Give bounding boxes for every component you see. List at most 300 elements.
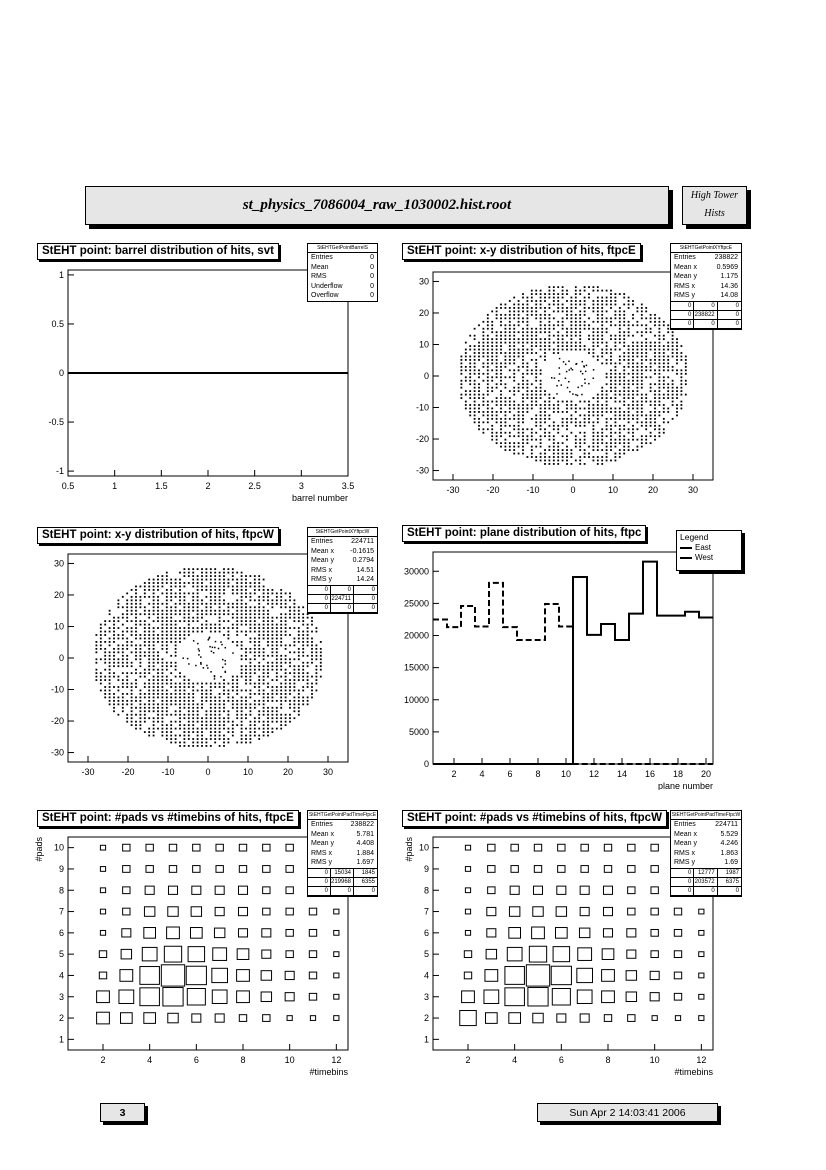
hit-point: [162, 624, 164, 626]
hit-point: [518, 300, 520, 302]
hit-point: [201, 693, 203, 695]
stats-label: RMS x: [311, 849, 332, 857]
hit-point: [518, 442, 520, 444]
stats-row: [308, 547, 377, 557]
hit-point: [307, 686, 309, 688]
hit-point: [522, 297, 524, 299]
stats-grid-cell: 203572: [694, 878, 717, 887]
hit-point: [527, 349, 529, 351]
hit-point: [667, 411, 669, 413]
hit-point: [619, 324, 621, 326]
hit-point: [148, 693, 150, 695]
hit-point: [549, 432, 551, 434]
hit-point: [276, 707, 278, 709]
hit-point: [474, 338, 476, 340]
hit-point: [500, 428, 502, 430]
hit-point: [575, 460, 577, 462]
hit-point: [135, 613, 137, 615]
hit-point: [223, 589, 225, 591]
stats-box-xy-ftpcw: [307, 527, 378, 614]
hit-point: [487, 324, 489, 326]
hit-point: [597, 408, 599, 410]
hit-point: [113, 627, 115, 629]
hit-point: [192, 690, 194, 692]
hit-point: [601, 411, 603, 413]
hit-point: [637, 345, 639, 347]
hit-point: [610, 376, 612, 378]
hit-point: [135, 728, 137, 730]
hit-point: [289, 690, 291, 692]
hit-point: [623, 404, 625, 406]
bin-box: [239, 866, 246, 873]
hit-point: [166, 599, 168, 601]
hit-point: [584, 314, 586, 316]
hit-point: [593, 338, 595, 340]
hit-point: [465, 359, 467, 361]
hit-point: [571, 342, 573, 344]
hit-point: [232, 735, 234, 737]
hit-point: [254, 648, 256, 650]
hit-point: [623, 335, 625, 337]
hit-point: [184, 700, 186, 702]
hit-point: [153, 655, 155, 657]
hit-point: [236, 634, 238, 636]
hit-point: [214, 728, 216, 730]
hit-point: [579, 442, 581, 444]
hit-point: [241, 592, 243, 594]
hit-point: [148, 631, 150, 633]
hit-point: [628, 411, 630, 413]
hit-point: [206, 606, 208, 608]
hit-point: [478, 387, 480, 389]
hit-point: [294, 707, 296, 709]
hit-point: [153, 606, 155, 608]
hit-point: [153, 679, 155, 681]
hit-point: [307, 644, 309, 646]
hit-point: [645, 376, 647, 378]
hit-point: [219, 724, 221, 726]
y-tick-label: 1: [58, 269, 64, 280]
hit-point: [162, 728, 164, 730]
hit-point: [126, 606, 128, 608]
x-tick-label: 30: [322, 767, 334, 777]
bin-box: [168, 907, 178, 917]
bin-box: [97, 991, 110, 1003]
hit-point: [584, 328, 586, 330]
hit-point: [579, 321, 581, 323]
hit-point: [294, 690, 296, 692]
hit-point: [549, 449, 551, 451]
hit-point: [483, 366, 485, 368]
hit-point: [245, 606, 247, 608]
hit-point: [289, 651, 291, 653]
hit-point: [557, 352, 559, 354]
hit-point: [549, 394, 551, 396]
hit-point: [258, 617, 260, 619]
hit-point: [254, 606, 256, 608]
hit-point: [162, 613, 164, 615]
hit-point: [518, 435, 520, 437]
hit-point: [676, 349, 678, 351]
x-tick-label: 2: [100, 1055, 106, 1065]
hit-point: [311, 644, 313, 646]
hit-point: [241, 714, 243, 716]
hit-point: [135, 700, 137, 702]
hit-point: [505, 314, 507, 316]
bin-box: [674, 951, 681, 958]
hit-point: [628, 345, 630, 347]
hit-point: [241, 606, 243, 608]
hit-point: [601, 428, 603, 430]
hit-point: [593, 290, 595, 292]
hit-point: [236, 641, 238, 643]
hit-point: [210, 568, 212, 570]
hit-point: [285, 690, 287, 692]
hit-point: [672, 387, 674, 389]
hit-point: [606, 408, 608, 410]
hit-point: [584, 401, 586, 403]
hit-point: [144, 686, 146, 688]
hit-point: [192, 586, 194, 588]
hit-point: [100, 690, 102, 692]
hit-point: [236, 599, 238, 601]
hit-point: [540, 383, 542, 385]
hit-point: [170, 686, 172, 688]
hit-point: [522, 331, 524, 333]
hit-point: [551, 377, 553, 379]
hit-point: [250, 731, 252, 733]
hit-point: [562, 349, 564, 351]
hit-point: [571, 449, 573, 451]
hit-point: [496, 404, 498, 406]
hit-point: [109, 610, 111, 612]
hit-point: [263, 724, 265, 726]
bin-box: [187, 989, 205, 1005]
stats-value: 1.697: [356, 859, 374, 866]
hit-point: [619, 293, 621, 295]
hit-point: [496, 387, 498, 389]
hit-point: [166, 579, 168, 581]
hit-point: [593, 321, 595, 323]
hit-point: [601, 449, 603, 451]
hit-point: [593, 304, 595, 306]
y-tick-label: 9: [423, 863, 429, 874]
hit-point: [535, 338, 537, 340]
hit-point: [192, 731, 194, 733]
hit-point: [245, 620, 247, 622]
hit-point: [623, 297, 625, 299]
x-tick-label: 8: [535, 769, 541, 779]
hit-point: [623, 425, 625, 427]
hit-point: [562, 321, 564, 323]
hit-point: [206, 700, 208, 702]
x-tick-label: 2: [451, 769, 457, 779]
hit-point: [623, 453, 625, 455]
hit-point: [135, 620, 137, 622]
hit-point: [214, 738, 216, 740]
hit-point: [166, 665, 168, 667]
hit-point: [236, 586, 238, 588]
hit-point: [214, 724, 216, 726]
hit-point: [210, 735, 212, 737]
hit-point: [210, 582, 212, 584]
hit-point: [513, 369, 515, 371]
hit-point: [122, 707, 124, 709]
hit-point: [263, 707, 265, 709]
hit-point: [593, 397, 595, 399]
hit-point: [307, 634, 309, 636]
hit-point: [531, 390, 533, 392]
hit-point: [610, 349, 612, 351]
hit-point: [96, 651, 98, 653]
hit-point: [606, 425, 608, 427]
hit-point: [250, 669, 252, 671]
hit-point: [623, 446, 625, 448]
hit-point: [597, 432, 599, 434]
hit-point: [198, 654, 200, 656]
hit-point: [615, 453, 617, 455]
hit-point: [667, 421, 669, 423]
hit-point: [188, 728, 190, 730]
hit-point: [131, 631, 133, 633]
hit-point: [597, 404, 599, 406]
hit-point: [289, 617, 291, 619]
hit-point: [641, 414, 643, 416]
hit-point: [518, 404, 520, 406]
hit-point: [527, 317, 529, 319]
hit-point: [571, 349, 573, 351]
hit-point: [593, 404, 595, 406]
hit-point: [654, 411, 656, 413]
hit-point: [223, 599, 225, 601]
bin-box: [577, 990, 592, 1003]
hit-point: [509, 376, 511, 378]
hit-point: [166, 714, 168, 716]
hit-point: [569, 369, 571, 371]
bin-box: [286, 908, 293, 915]
hit-point: [571, 310, 573, 312]
hit-point: [474, 383, 476, 385]
hit-point: [157, 582, 159, 584]
hit-point: [518, 317, 520, 319]
hit-point: [593, 428, 595, 430]
hit-point: [280, 724, 282, 726]
hit-point: [663, 432, 665, 434]
hit-point: [606, 460, 608, 462]
hit-point: [641, 408, 643, 410]
hit-point: [645, 414, 647, 416]
hit-point: [579, 335, 581, 337]
hit-point: [219, 575, 221, 577]
hit-point: [219, 735, 221, 737]
hit-point: [241, 610, 243, 612]
x-axis-label: #timebins: [674, 1067, 713, 1077]
hit-point: [201, 721, 203, 723]
hit-point: [637, 356, 639, 358]
hit-point: [236, 631, 238, 633]
hit-point: [250, 735, 252, 737]
hit-point: [676, 408, 678, 410]
hit-point: [113, 710, 115, 712]
hit-point: [522, 421, 524, 423]
hit-point: [474, 421, 476, 423]
hit-point: [188, 745, 190, 747]
hit-point: [250, 606, 252, 608]
hit-point: [162, 700, 164, 702]
stats-grid-cell: 0: [354, 595, 377, 604]
hit-point: [225, 663, 227, 665]
hit-point: [263, 627, 265, 629]
y-tick-label: -10: [50, 684, 64, 695]
hit-point: [206, 683, 208, 685]
hit-point: [197, 582, 199, 584]
hit-point: [135, 686, 137, 688]
bin-box: [188, 947, 204, 962]
hit-point: [632, 394, 634, 396]
hit-point: [210, 738, 212, 740]
bin-box: [214, 928, 224, 938]
hit-point: [201, 586, 203, 588]
hit-point: [637, 373, 639, 375]
bin-box: [192, 1014, 201, 1022]
hit-point: [527, 369, 529, 371]
hit-point: [280, 728, 282, 730]
legend-label-west: West: [695, 553, 714, 562]
hit-point: [681, 383, 683, 385]
hit-point: [192, 707, 194, 709]
hit-point: [549, 324, 551, 326]
hit-point: [157, 676, 159, 678]
bin-box: [699, 994, 704, 999]
hit-point: [126, 620, 128, 622]
hit-point: [531, 404, 533, 406]
hit-point: [263, 676, 265, 678]
hit-point: [659, 331, 661, 333]
hit-point: [214, 742, 216, 744]
hit-point: [131, 620, 133, 622]
hit-point: [179, 745, 181, 747]
hit-point: [676, 356, 678, 358]
hit-point: [610, 369, 612, 371]
hit-point: [118, 686, 120, 688]
hit-point: [206, 610, 208, 612]
hit-point: [513, 442, 515, 444]
hit-point: [527, 304, 529, 306]
hit-point: [474, 335, 476, 337]
hit-point: [131, 613, 133, 615]
hit-point: [320, 658, 322, 660]
hit-point: [131, 724, 133, 726]
hit-point: [659, 432, 661, 434]
hit-point: [223, 683, 225, 685]
hit-point: [311, 641, 313, 643]
hit-point: [267, 634, 269, 636]
hit-point: [210, 627, 212, 629]
hit-point: [258, 679, 260, 681]
bin-box: [286, 951, 293, 958]
hit-point: [175, 648, 177, 650]
hit-point: [157, 610, 159, 612]
hit-point: [188, 617, 190, 619]
hit-point: [496, 435, 498, 437]
hit-point: [294, 683, 296, 685]
hit-point: [126, 610, 128, 612]
hit-point: [162, 575, 164, 577]
hit-point: [593, 449, 595, 451]
hit-point: [289, 700, 291, 702]
hit-point: [126, 686, 128, 688]
hit-point: [175, 651, 177, 653]
hit-point: [272, 690, 274, 692]
hit-point: [276, 592, 278, 594]
hit-point: [500, 383, 502, 385]
hit-point: [302, 676, 304, 678]
hit-point: [166, 631, 168, 633]
hit-point: [623, 317, 625, 319]
hit-point: [245, 717, 247, 719]
hit-point: [641, 394, 643, 396]
hit-point: [210, 592, 212, 594]
hit-point: [135, 610, 137, 612]
hit-point: [628, 335, 630, 337]
hit-point: [298, 651, 300, 653]
hit-point: [500, 446, 502, 448]
hit-point: [157, 693, 159, 695]
hit-point: [280, 669, 282, 671]
hit-point: [593, 456, 595, 458]
hit-point: [615, 324, 617, 326]
x-tick-label: 3.5: [341, 481, 355, 491]
hit-point: [192, 620, 194, 622]
hit-point: [606, 331, 608, 333]
hit-point: [562, 453, 564, 455]
hit-point: [584, 442, 586, 444]
hit-point: [276, 672, 278, 674]
hit-point: [588, 421, 590, 423]
hit-point: [113, 624, 115, 626]
hit-point: [215, 641, 217, 643]
stats-label: Mean: [311, 263, 329, 271]
y-tick-label: 10: [53, 842, 64, 853]
stats-row: [671, 253, 741, 263]
hit-point: [148, 586, 150, 588]
hit-point: [610, 435, 612, 437]
hit-point: [505, 414, 507, 416]
hit-point: [465, 349, 467, 351]
hit-point: [175, 669, 177, 671]
stats-value: 4.408: [356, 840, 374, 847]
hit-point: [645, 397, 647, 399]
hit-point: [140, 620, 142, 622]
hit-point: [166, 703, 168, 705]
hit-point: [109, 662, 111, 664]
hit-point: [474, 401, 476, 403]
hit-point: [676, 359, 678, 361]
hit-point: [645, 317, 647, 319]
hit-point: [531, 456, 533, 458]
bin-box: [699, 930, 704, 935]
hit-point: [228, 634, 230, 636]
hit-point: [272, 721, 274, 723]
hit-point: [513, 307, 515, 309]
hit-point: [219, 714, 221, 716]
hit-point: [685, 356, 687, 358]
hit-point: [619, 394, 621, 396]
hit-point: [513, 314, 515, 316]
hit-point: [513, 310, 515, 312]
hit-point: [280, 599, 282, 601]
hit-point: [214, 686, 216, 688]
